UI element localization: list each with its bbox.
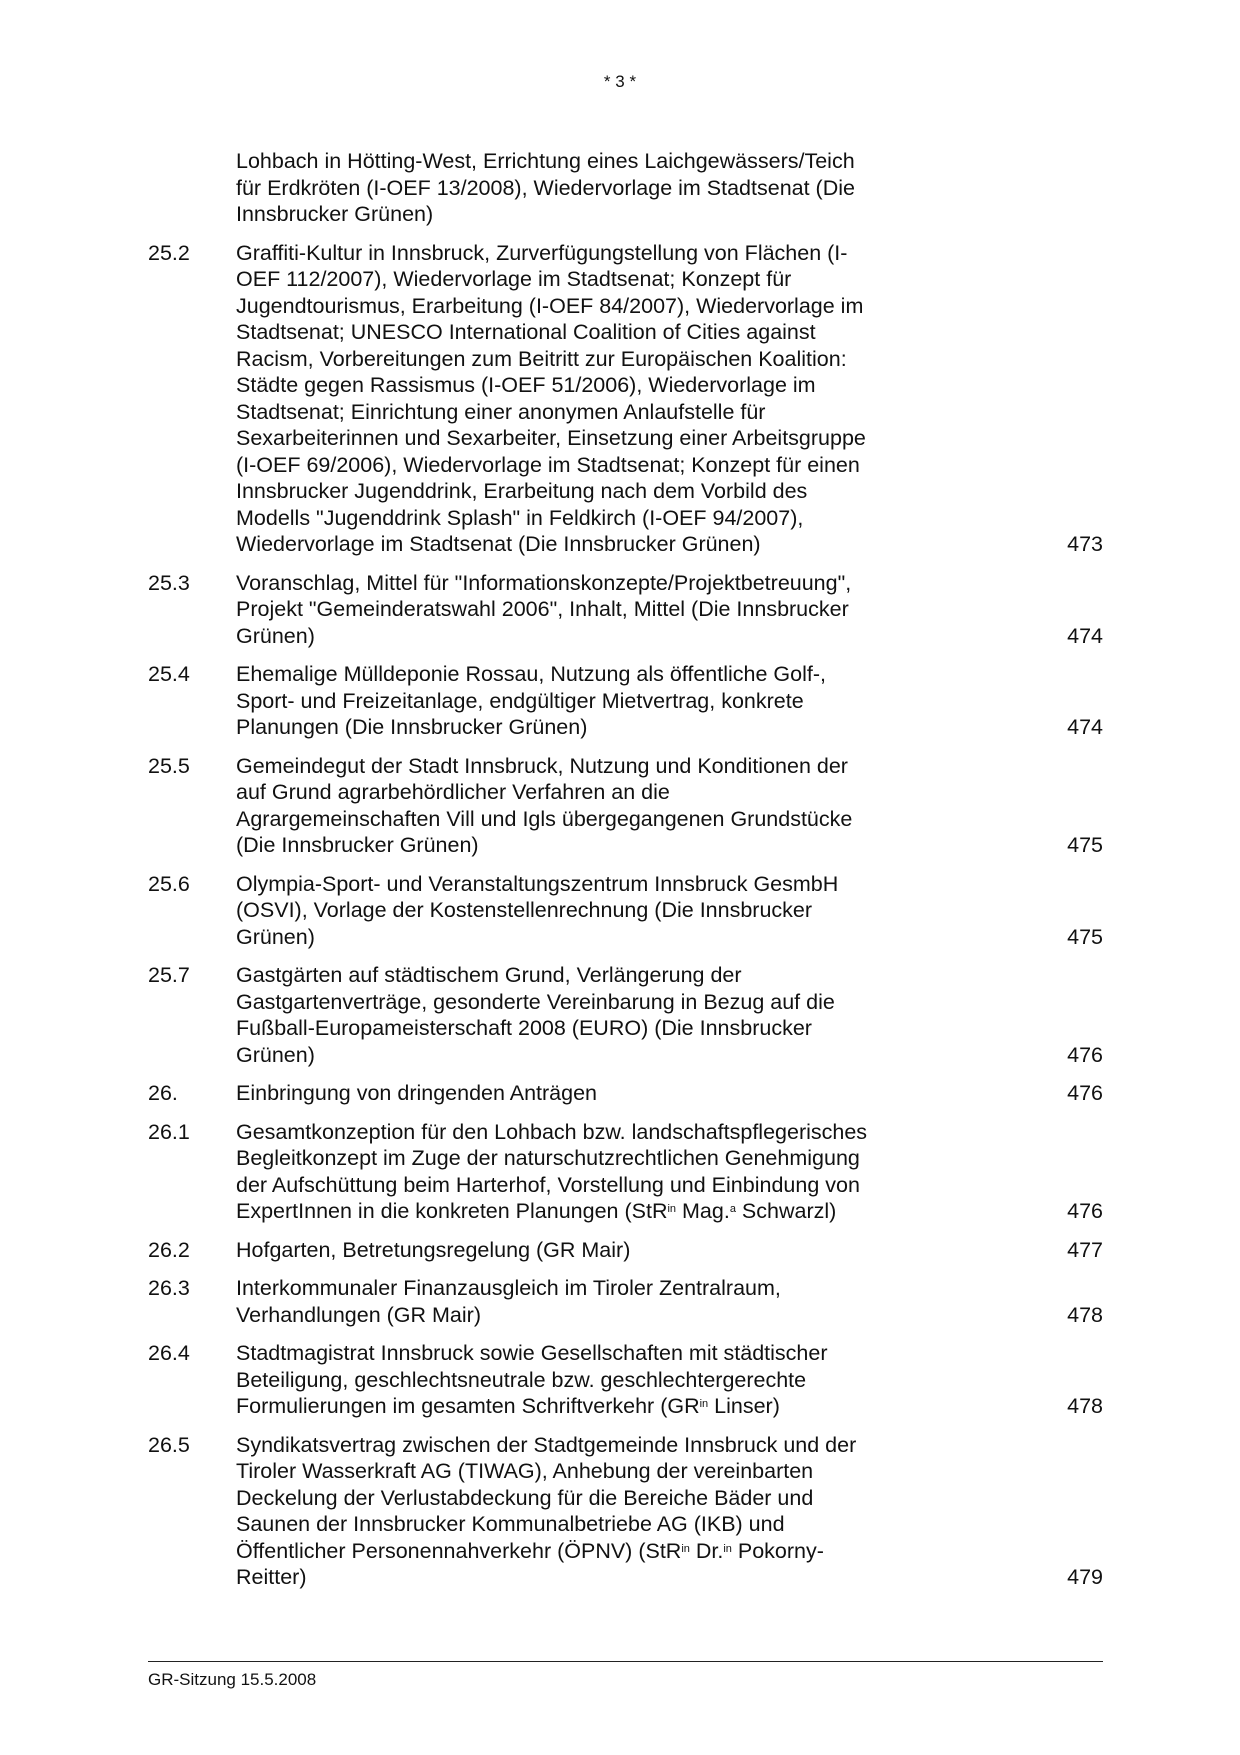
toc-entry-number: 25.2 bbox=[148, 240, 190, 265]
toc-entry-page: 474 bbox=[1067, 715, 1103, 739]
toc-entry-page: 476 bbox=[1067, 1199, 1103, 1223]
toc-entry-title bbox=[236, 570, 961, 650]
toc-entry-line: Lohbach in Hötting-West, Errichtung eines Laichgewässers/Teich bbox=[236, 149, 855, 173]
toc-entry-title bbox=[236, 871, 961, 951]
page-number: * 3 * bbox=[603, 72, 637, 91]
toc-entry-line: Interkommunaler Finanzausgleich im Tiroler Zentralraum, bbox=[236, 1276, 781, 1300]
toc-entry-line: Begleitkonzept im Zuge der naturschutzrechtlichen Genehmigung bbox=[236, 1146, 860, 1170]
toc-entry-title bbox=[236, 1275, 961, 1328]
toc-entry-line: der Aufschüttung beim Harterhof, Vorstellung und Einbindung von bbox=[236, 1172, 860, 1197]
toc-entry-page: 476 bbox=[1067, 1042, 1103, 1067]
toc-entry-line: Agrargemeinschaften Vill und Igls übergegangenen Grundstücke bbox=[236, 806, 853, 831]
toc-entry-page: 474 bbox=[1067, 623, 1103, 648]
toc-entry-line: Stadtsenat; Einrichtung einer anonymen Anlaufstelle für bbox=[236, 399, 766, 424]
toc-entry-line: Projekt "Gemeinderatswahl 2006", Inhalt, Mittel (Die Innsbrucker bbox=[236, 597, 849, 621]
toc-entry-text: Linser) bbox=[708, 1394, 780, 1418]
toc-entry-line: Stadtmagistrat Innsbruck sowie Gesellschaften mit städtischer bbox=[236, 1341, 828, 1365]
toc-entry-text: ExpertInnen in die konkreten Planungen (StR bbox=[236, 1199, 668, 1223]
toc-entry-title bbox=[236, 1237, 961, 1264]
footer-divider bbox=[148, 1661, 1103, 1662]
toc-entry bbox=[148, 871, 1103, 951]
toc-entry-line: Modells "Jugenddrink Splash" in Feldkirch (I-OEF 94/2007), bbox=[236, 505, 804, 530]
toc-entry bbox=[148, 1340, 1103, 1420]
superscript: a bbox=[729, 1203, 736, 1215]
toc-entry-page: 477 bbox=[1067, 1237, 1103, 1262]
toc-entry-number: 25.5 bbox=[148, 753, 190, 778]
toc-entry-line: Sport- und Freizeitanlage, endgültiger Mietvertrag, konkrete bbox=[236, 688, 804, 713]
toc-entry bbox=[148, 1237, 1103, 1264]
toc-entry-text: Öffentlicher Personennahverkehr (ÖPNV) (StR bbox=[236, 1538, 682, 1563]
toc-entry-line: Grünen) bbox=[236, 1042, 315, 1067]
toc-entry-page: 479 bbox=[1067, 1565, 1103, 1589]
toc-entry-line: Stadtsenat; UNESCO International Coalition of Cities against bbox=[236, 320, 816, 344]
toc-entry-line: (OSVI), Vorlage der Kostenstellenrechnung (Die Innsbrucker bbox=[236, 898, 813, 922]
toc-entry-line: Racism, Vorbereitungen zum Beitritt zur Europäischen Koalition: bbox=[236, 346, 847, 371]
toc-entry bbox=[148, 148, 1103, 228]
toc-entry-text: Schwarzl) bbox=[735, 1199, 837, 1223]
toc-entry-line: Olympia-Sport- und Veranstaltungszentrum Innsbruck GesmbH bbox=[236, 871, 839, 896]
toc-entry-line bbox=[236, 1538, 961, 1565]
toc-entry-number: 26.5 bbox=[148, 1432, 190, 1457]
toc-entry-text: Mag. bbox=[676, 1199, 730, 1223]
toc-entry-line: Reitter) bbox=[236, 1565, 307, 1589]
toc-entry bbox=[148, 1080, 1103, 1107]
toc-entry-number: 26.2 bbox=[148, 1237, 190, 1262]
toc-entry-line: Innsbrucker Jugenddrink, Erarbeitung nach dem Vorbild des bbox=[236, 479, 808, 503]
toc-entry-line: Wiedervorlage im Stadtsenat (Die Innsbrucker Grünen) bbox=[236, 532, 761, 556]
superscript: in bbox=[699, 1398, 709, 1410]
toc-entry-line: Grünen) bbox=[236, 623, 315, 648]
toc-entry-line: Verhandlungen (GR Mair) bbox=[236, 1302, 481, 1327]
footer-text: GR-Sitzung 15.5.2008 bbox=[148, 1670, 317, 1689]
toc-entry-line: Fußball-Europameisterschaft 2008 (EURO) (Die Innsbrucker bbox=[236, 1016, 812, 1040]
toc-entry-line: Städte gegen Rassismus (I-OEF 51/2006), Wiedervorlage im bbox=[236, 373, 816, 397]
toc-entry-title bbox=[236, 1119, 961, 1225]
toc-entry-line: auf Grund agrarbehördlicher Verfahren an die bbox=[236, 780, 670, 804]
toc-entry-line: Gesamtkonzeption für den Lohbach bzw. landschaftspflegerisches bbox=[236, 1119, 868, 1144]
toc-entry-title bbox=[236, 240, 961, 558]
toc-entry-number: 26.4 bbox=[148, 1341, 190, 1365]
toc-entry-line: OEF 112/2007), Wiedervorlage im Stadtsenat; Konzept für bbox=[236, 267, 792, 291]
toc-entry-line bbox=[236, 1198, 961, 1225]
toc-entry-title bbox=[236, 1080, 961, 1107]
toc-entry-page: 478 bbox=[1067, 1394, 1103, 1418]
toc-entry-number: 25.4 bbox=[148, 662, 190, 686]
toc-entry-number: 26.1 bbox=[148, 1119, 190, 1144]
toc-entry-line: Planungen (Die Innsbrucker Grünen) bbox=[236, 715, 588, 739]
toc-entry-line: Beteiligung, geschlechtsneutrale bzw. geschlechtergerechte bbox=[236, 1367, 807, 1392]
toc-entry-line: Gastgartenverträge, gesonderte Vereinbarung in Bezug auf die bbox=[236, 989, 835, 1014]
toc-entry-line: für Erdkröten (I-OEF 13/2008), Wiedervorlage im Stadtsenat (Die bbox=[236, 175, 855, 200]
toc-entry bbox=[148, 661, 1103, 741]
toc-entry bbox=[148, 570, 1103, 650]
toc-entry-number: 25.7 bbox=[148, 963, 190, 987]
toc-entry bbox=[148, 753, 1103, 859]
toc-entry-line: Einbringung von dringenden Anträgen bbox=[236, 1081, 598, 1105]
toc-entry-line: Voranschlag, Mittel für "Informationskonzepte/Projektbetreuung", bbox=[236, 570, 852, 595]
toc-entry-line: Gastgärten auf städtischem Grund, Verlängerung der bbox=[236, 963, 742, 987]
toc-entry-page: 478 bbox=[1067, 1302, 1103, 1327]
toc-entry-text: Pokorny- bbox=[731, 1538, 824, 1563]
superscript: in bbox=[667, 1203, 677, 1215]
toc-entry-title bbox=[236, 661, 961, 741]
superscript: in bbox=[723, 1542, 732, 1555]
toc-entry-line: Innsbrucker Grünen) bbox=[236, 202, 434, 226]
toc-entry-line: Grünen) bbox=[236, 924, 315, 949]
toc-entry bbox=[148, 962, 1103, 1068]
toc-entry-page: 475 bbox=[1067, 833, 1103, 857]
toc-entry-line: Tiroler Wasserkraft AG (TIWAG), Anhebung der vereinbarten bbox=[236, 1459, 814, 1483]
toc-entry-number: 25.3 bbox=[148, 570, 190, 595]
toc-entry-page: 473 bbox=[1067, 532, 1103, 556]
toc-entry-title bbox=[236, 1340, 961, 1420]
toc-entry-line: (Die Innsbrucker Grünen) bbox=[236, 833, 479, 857]
toc-entry-line: Jugendtourismus, Erarbeitung (I-OEF 84/2007), Wiedervorlage im bbox=[236, 293, 864, 318]
toc-entry-line: Saunen der Innsbrucker Kommunalbetriebe AG (IKB) und bbox=[236, 1512, 785, 1536]
toc-entry-number: 26. bbox=[148, 1081, 178, 1105]
toc-entry-page: 476 bbox=[1067, 1081, 1103, 1105]
toc-entry bbox=[148, 1119, 1103, 1225]
toc-entry bbox=[148, 1432, 1103, 1591]
toc-entry-line bbox=[236, 1393, 961, 1420]
toc-entry-line: Deckelung der Verlustabdeckung für die Bereiche Bäder und bbox=[236, 1485, 814, 1510]
toc-entry-number: 26.3 bbox=[148, 1276, 190, 1300]
toc-entry-title bbox=[236, 962, 961, 1068]
toc-entry-page: 475 bbox=[1067, 924, 1103, 949]
toc-entry-line: Sexarbeiterinnen und Sexarbeiter, Einsetzung einer Arbeitsgruppe bbox=[236, 426, 866, 450]
toc-entry-text: Dr. bbox=[689, 1538, 724, 1563]
toc-entry-title bbox=[236, 148, 961, 228]
toc-entry-number: 25.6 bbox=[148, 871, 190, 896]
toc-entry-line: (I-OEF 69/2006), Wiedervorlage im Stadtsenat; Konzept für einen bbox=[236, 452, 860, 477]
toc-entry-line: Hofgarten, Betretungsregelung (GR Mair) bbox=[236, 1237, 631, 1262]
toc-entry bbox=[148, 240, 1103, 558]
toc-entry-title bbox=[236, 753, 961, 859]
toc-entry bbox=[148, 1275, 1103, 1328]
toc-entry-line: Syndikatsvertrag zwischen der Stadtgemeinde Innsbruck und der bbox=[236, 1432, 857, 1457]
superscript: in bbox=[681, 1542, 690, 1555]
toc-entry-title bbox=[236, 1432, 961, 1591]
toc-entry-line: Graffiti-Kultur in Innsbruck, Zurverfügungstellung von Flächen (I- bbox=[236, 240, 848, 265]
toc-entry-text: Formulierungen im gesamten Schriftverkehr (GR bbox=[236, 1394, 700, 1418]
table-of-contents bbox=[148, 148, 1103, 1603]
toc-entry-line: Gemeindegut der Stadt Innsbruck, Nutzung und Konditionen der bbox=[236, 753, 848, 778]
toc-entry-line: Ehemalige Mülldeponie Rossau, Nutzung als öffentliche Golf-, bbox=[236, 662, 826, 686]
